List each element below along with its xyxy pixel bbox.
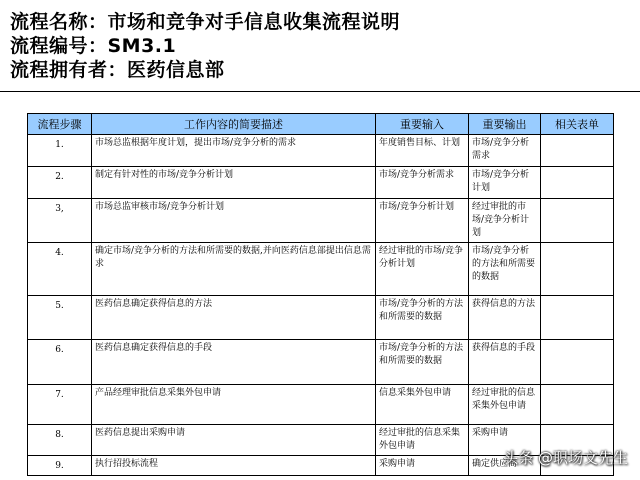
description-cell: 制定有针对性的市场/竞争分析计划 [92, 167, 376, 199]
form-cell [541, 296, 614, 340]
description-cell: 市场总监审核市场/竞争分析计划 [92, 199, 376, 243]
description-cell: 执行招投标流程 [92, 456, 376, 476]
description-cell: 医药信息提出采购申请 [92, 425, 376, 456]
input-cell: 市场/竞争分析的方法和所需要的数据 [376, 296, 469, 340]
process-code-title: 流程编号：SM3.1 [10, 35, 177, 57]
process-name-title: 流程名称：市场和竞争对手信息收集流程说明 [10, 11, 401, 33]
process-table [27, 113, 614, 476]
input-cell: 经过审批的市场/竞争分析计划 [376, 243, 469, 296]
table-row [28, 385, 614, 425]
input-cell: 市场/竞争分析的方法和所需要的数据 [376, 340, 469, 385]
input-cell: 经过审批的信息采集外包申请 [376, 425, 469, 456]
output-cell: 经过审批的信息采集外包申请 [469, 385, 541, 425]
column-header-forms: 相关表单 [541, 114, 614, 135]
form-cell [541, 340, 614, 385]
form-cell [541, 243, 614, 296]
input-cell: 采购申请 [376, 456, 469, 476]
table-row [28, 296, 614, 340]
form-cell [541, 385, 614, 425]
description-cell: 确定市场/竞争分析的方法和所需要的数据,并向医药信息部提出信息需求 [92, 243, 376, 296]
form-cell [541, 167, 614, 199]
table-header-row [28, 114, 614, 135]
step-cell: 6. [28, 340, 92, 385]
description-cell: 医药信息确定获得信息的方法 [92, 296, 376, 340]
document-header [10, 10, 400, 82]
column-header-output: 重要输出 [469, 114, 541, 135]
output-cell: 确定供应商 [469, 456, 541, 476]
input-cell: 信息采集外包申请 [376, 385, 469, 425]
step-cell: 7. [28, 385, 92, 425]
step-cell: 3, [28, 199, 92, 243]
column-header-description: 工作内容的简要描述 [92, 114, 376, 135]
step-cell: 9. [28, 456, 92, 476]
watermark-text: 头条 @职场文先生 [503, 449, 628, 467]
process-table-wrapper [27, 113, 614, 476]
output-cell: 获得信息的手段 [469, 340, 541, 385]
table-row [28, 340, 614, 385]
table-row [28, 199, 614, 243]
output-cell: 采购申请 [469, 425, 541, 456]
output-cell: 获得信息的方法 [469, 296, 541, 340]
step-cell: 2. [28, 167, 92, 199]
step-cell: 5. [28, 296, 92, 340]
process-owner-title: 流程拥有者：医药信息部 [10, 59, 225, 81]
output-cell: 经过审批的市场/竞争分析计划 [469, 199, 541, 243]
header-divider [0, 91, 640, 92]
step-cell: 4. [28, 243, 92, 296]
column-header-input: 重要输入 [376, 114, 469, 135]
output-cell: 市场/竞争分析计划 [469, 167, 541, 199]
output-cell: 市场/竞争分析需求 [469, 135, 541, 167]
description-cell: 产品经理审批信息采集外包申请 [92, 385, 376, 425]
input-cell: 市场/竞争分析需求 [376, 167, 469, 199]
table-row [28, 135, 614, 167]
input-cell: 市场/竞争分析计划 [376, 199, 469, 243]
form-cell [541, 199, 614, 243]
step-cell: 1. [28, 135, 92, 167]
column-header-step: 流程步骤 [28, 114, 92, 135]
description-cell: 市场总监根据年度计划，提出市场/竞争分析的需求 [92, 135, 376, 167]
table-row [28, 167, 614, 199]
form-cell [541, 135, 614, 167]
input-cell: 年度销售目标、计划 [376, 135, 469, 167]
description-cell: 医药信息确定获得信息的手段 [92, 340, 376, 385]
table-row [28, 243, 614, 296]
output-cell: 市场/竞争分析的方法和所需要的数据 [469, 243, 541, 296]
step-cell: 8. [28, 425, 92, 456]
